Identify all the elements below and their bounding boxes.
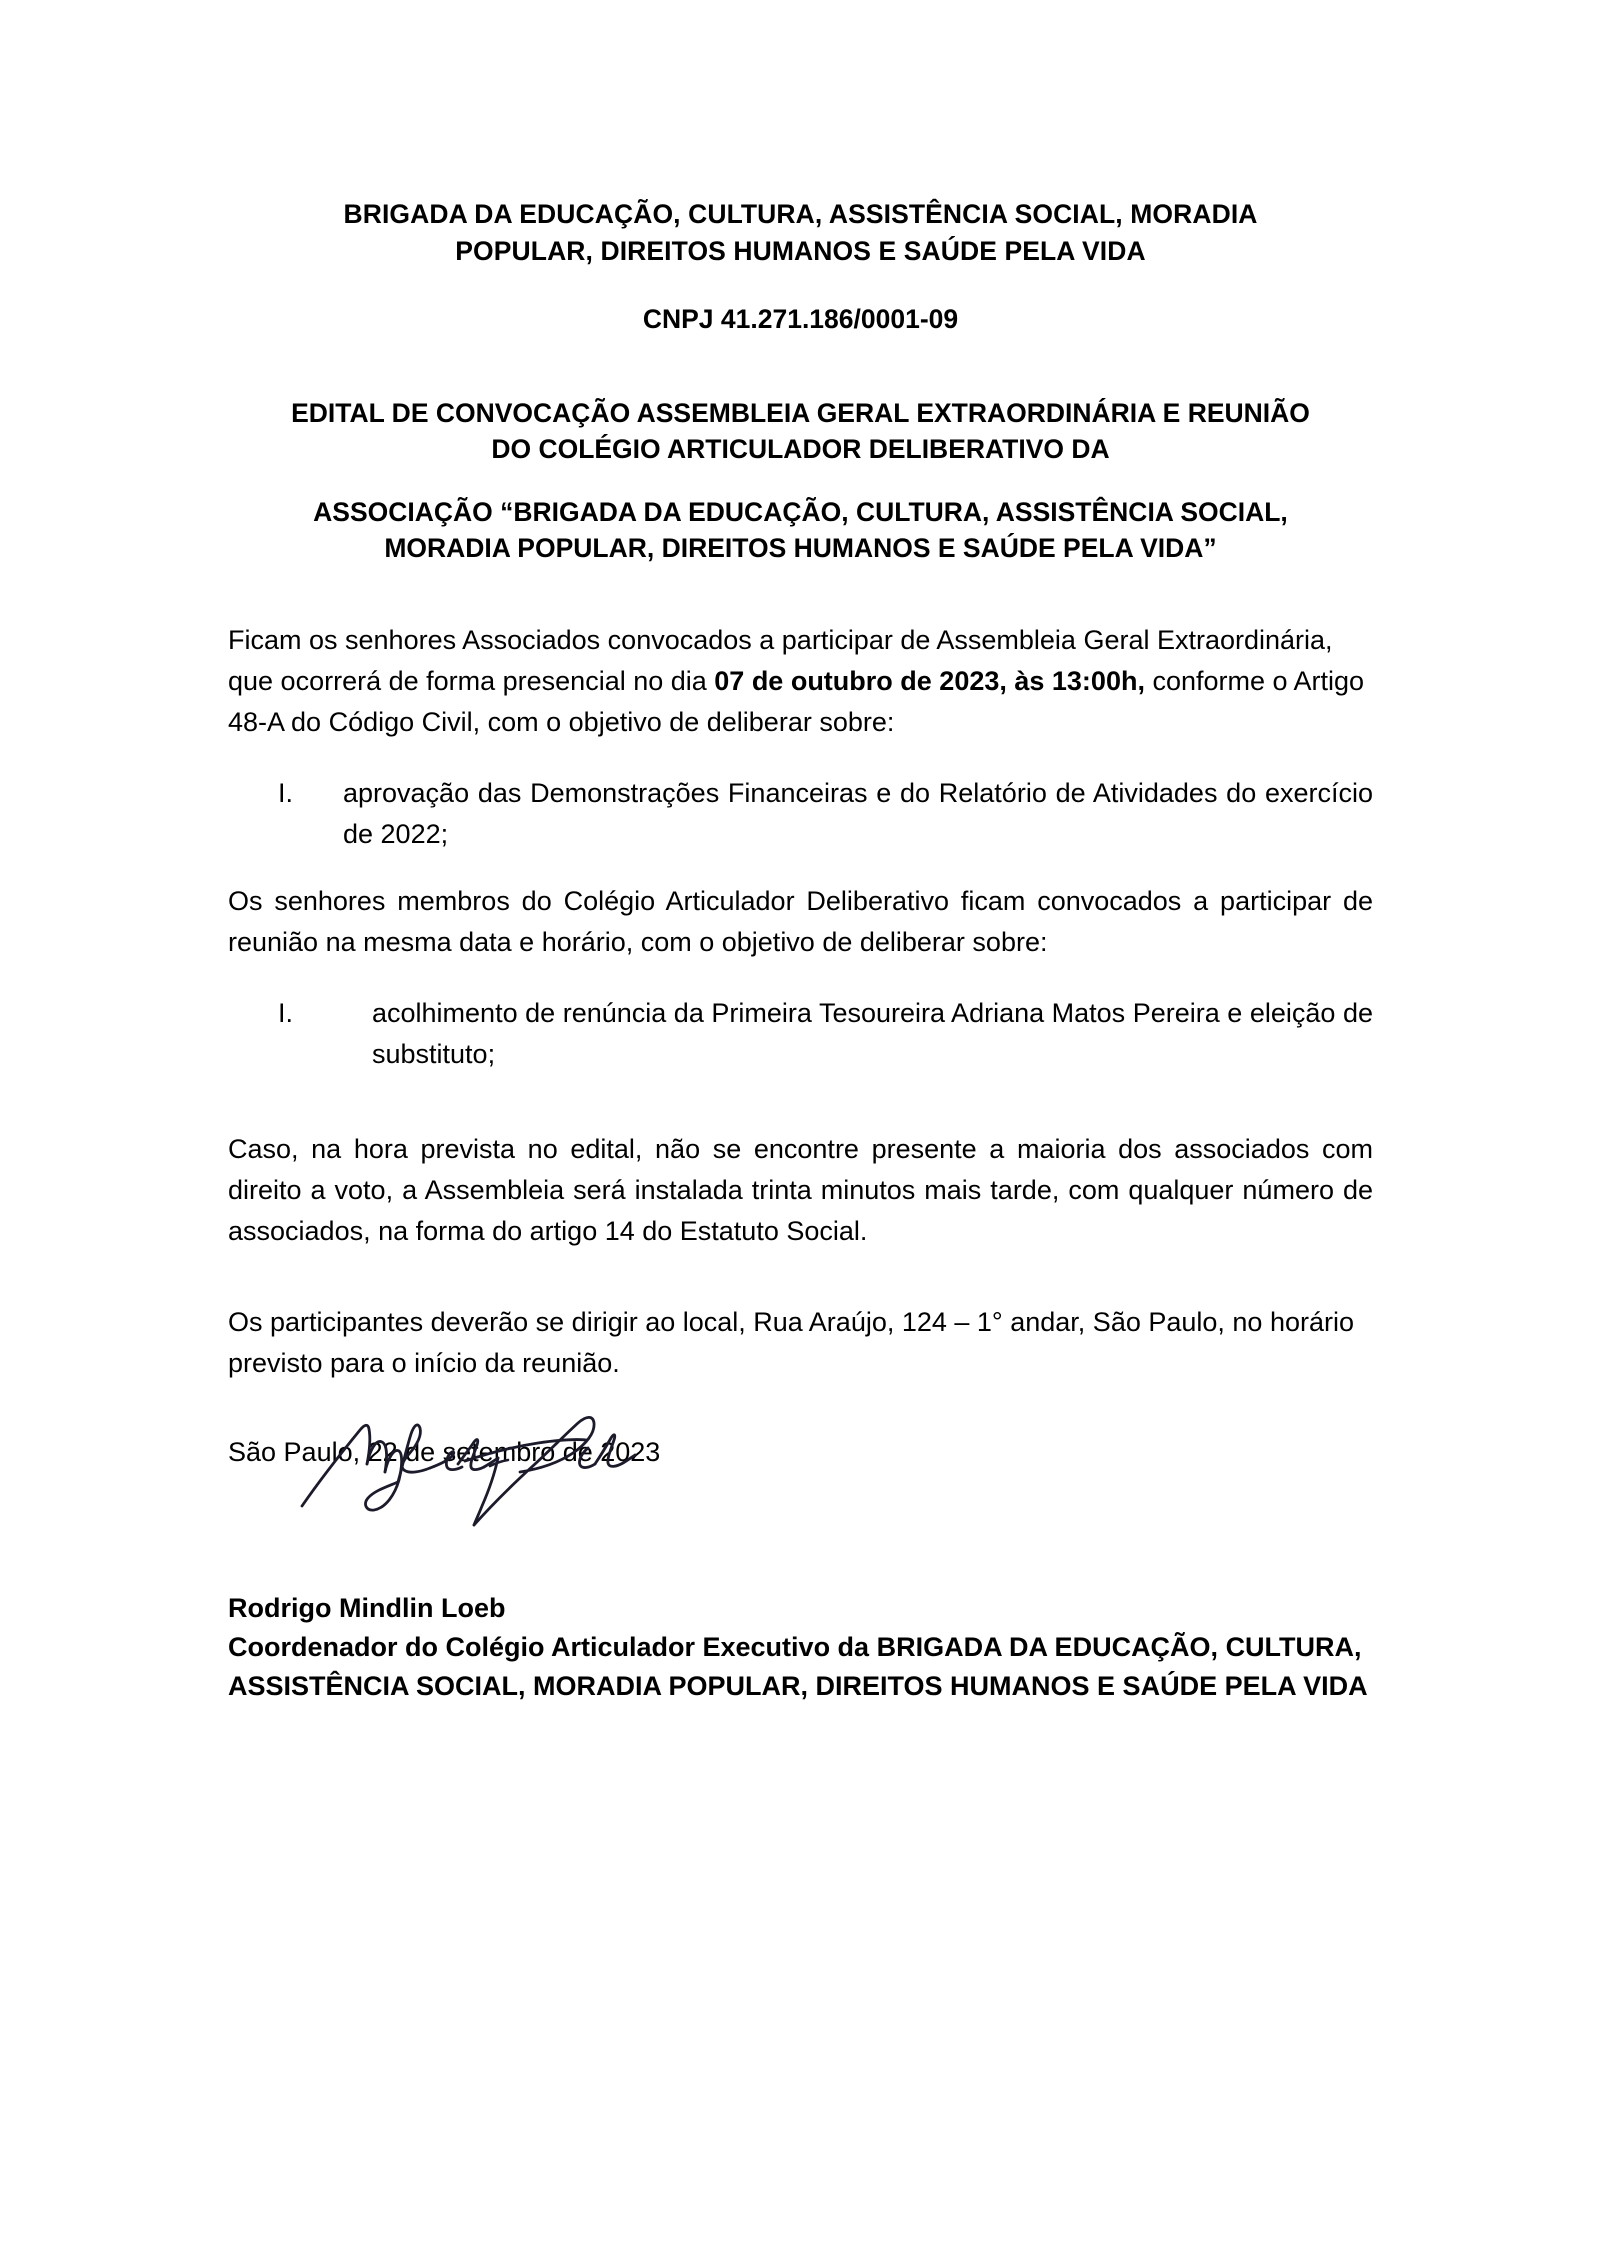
- list-item: [228, 773, 1373, 855]
- location-paragraph: Os participantes deverão se dirigir ao local, Rua Araújo, 124 – 1° andar, São Paulo, no horário previsto para o início da reunião.: [228, 1307, 1354, 1379]
- list-item: [228, 993, 1373, 1075]
- list-item-marker: I.: [278, 778, 294, 809]
- intro-text-part-2: conforme o Artigo 48-A do Código Civil, com o objetivo de deliberar sobre:: [228, 665, 1365, 737]
- handwritten-signature-icon: [290, 1368, 650, 1538]
- quorum-paragraph: Caso, na hora prevista no edital, não se encontre presente a maioria dos associados com direito a voto, a Assembleia será instalada trinta minutos mais tarde, com qualquer número de associados, na forma do artigo 14 do Estatuto Social.: [228, 1134, 1373, 1247]
- colegio-paragraph: Os senhores membros do Colégio Articulador Deliberativo ficam convocados a participar de reunião na mesma data e horário, com o objetivo de deliberar sobre:: [228, 886, 1373, 958]
- list-item-text: aprovação das Demonstrações Financeiras e do Relatório de Atividades do exercício de 2022;: [343, 778, 1373, 850]
- edital-title: EDITAL DE CONVOCAÇÃO ASSEMBLEIA GERAL EXTRAORDINÁRIA E REUNIÃO DO COLÉGIO ARTICULADOR DELIBERATIVO DA: [291, 397, 1310, 465]
- organization-title: BRIGADA DA EDUCAÇÃO, CULTURA, ASSISTÊNCIA SOCIAL, MORADIA POPULAR, DIREITOS HUMANOS E SAÚDE PELA VIDA: [343, 199, 1258, 266]
- list-item-marker: I.: [278, 998, 294, 1029]
- document-header: [228, 0, 1373, 567]
- cnpj-line: CNPJ 41.271.186/0001-09: [642, 304, 959, 335]
- agenda-list-colegio: [228, 993, 1373, 1075]
- signer-title-line-1: Coordenador do Colégio Articulador Executivo da BRIGADA DA EDUCAÇÃO, CULTURA,: [228, 1631, 1362, 1662]
- list-item-text: acolhimento de renúncia da Primeira Tesoureira Adriana Matos Pereira e eleição de substituto;: [372, 998, 1373, 1070]
- association-title: ASSOCIAÇÃO “BRIGADA DA EDUCAÇÃO, CULTURA, ASSISTÊNCIA SOCIAL, MORADIA POPULAR, DIREITOS HUMANOS E SAÚDE PELA VIDA”: [313, 496, 1288, 564]
- place-and-date: São Paulo, 22 de setembro de 2023: [228, 1437, 661, 1468]
- agenda-list-assembleia: [228, 773, 1373, 855]
- assembly-datetime-bold: 07 de outubro de 2023, às 13:00h,: [714, 665, 1145, 696]
- intro-text-part-1: Ficam os senhores Associados convocados a participar de Assembleia Geral Extraordinária, que ocorrerá de forma presencial no dia: [228, 624, 1333, 696]
- document-content: [228, 0, 1373, 1473]
- signature-block: [228, 1589, 1378, 1706]
- signer-name: Rodrigo Mindlin Loeb: [228, 1593, 506, 1623]
- intro-paragraph: [228, 620, 1373, 743]
- signature-image: [290, 1368, 650, 1538]
- signer-title-line-2: ASSISTÊNCIA SOCIAL, MORADIA POPULAR, DIREITOS HUMANOS E SAÚDE PELA VIDA: [228, 1670, 1368, 1701]
